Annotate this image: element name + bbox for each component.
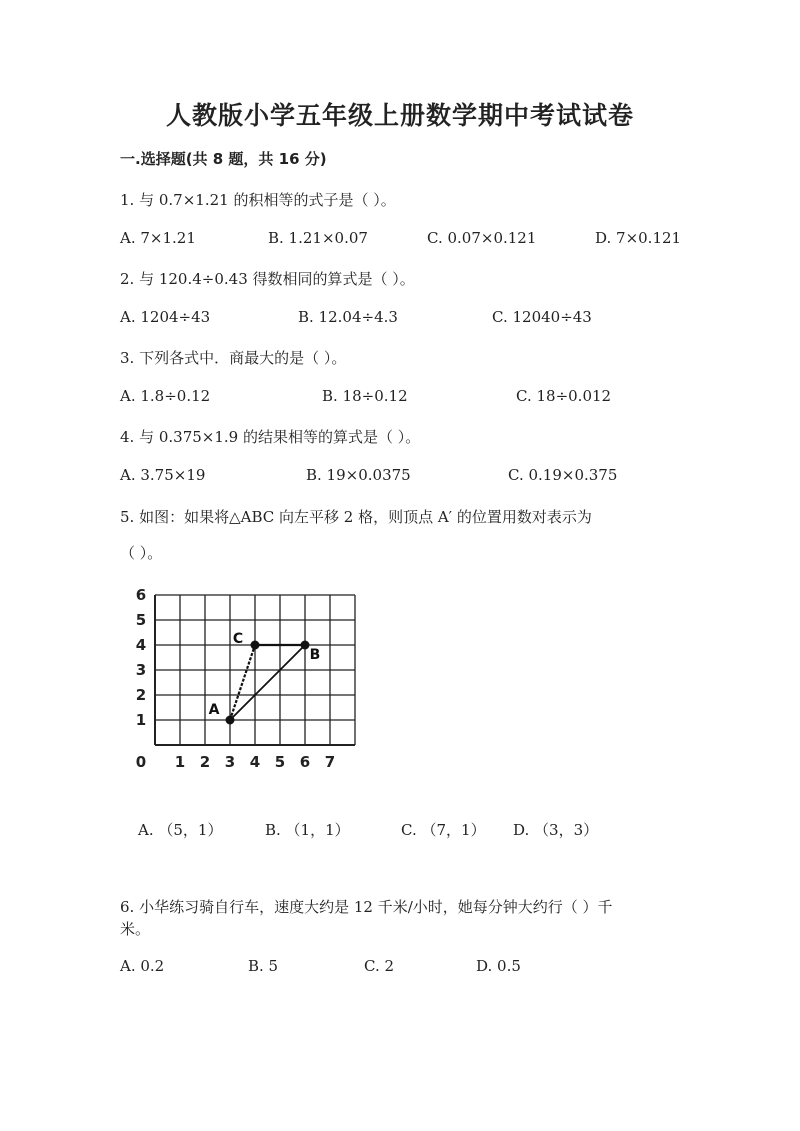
question-1-option-c[interactable]: C. 0.07×0.121 <box>427 229 537 247</box>
question-2-option-b[interactable]: B. 12.04÷4.3 <box>298 308 398 326</box>
vertex-label-a: A <box>208 702 220 718</box>
question-5-stem-continued: （ ）。 <box>120 544 163 562</box>
y-axis-tick-label: 2 <box>135 686 147 704</box>
question-6-stem-continued: 米。 <box>120 920 151 938</box>
y-axis-tick-label: 3 <box>135 661 147 679</box>
triangle-side-ab <box>230 645 305 720</box>
question-1-stem: 1. 与 0.7×1.21 的积相等的式子是（ ）。 <box>120 191 396 209</box>
question-6-option-d[interactable]: D. 0.5 <box>476 957 521 975</box>
question-6-option-b[interactable]: B. 5 <box>248 957 279 975</box>
question-3-option-a[interactable]: A. 1.8÷0.12 <box>120 387 211 405</box>
question-1-option-a[interactable]: A. 7×1.21 <box>120 229 196 247</box>
question-2-option-a[interactable]: A. 1204÷43 <box>120 308 211 326</box>
question-6-stem: 6. 小华练习骑自行车，速度大约是 12 千米/小时，她每分钟大约行（ ）千 <box>120 898 613 916</box>
question-4-stem: 4. 与 0.375×1.9 的结果相等的算式是（ ）。 <box>120 428 421 446</box>
x-axis-tick-label: 7 <box>324 753 336 771</box>
question-2-option-c[interactable]: C. 12040÷43 <box>492 308 592 326</box>
question-3-option-c[interactable]: C. 18÷0.012 <box>516 387 612 405</box>
question-1-option-d[interactable]: D. 7×0.121 <box>595 229 682 247</box>
question-4-option-b[interactable]: B. 19×0.0375 <box>306 466 411 484</box>
question-4-option-c[interactable]: C. 0.19×0.375 <box>508 466 618 484</box>
section-heading: 一.选择题(共 8 题，共 16 分) <box>120 150 327 168</box>
vertex-label-b: B <box>309 647 321 663</box>
question-3-stem: 3. 下列各式中．商最大的是（ ）。 <box>120 349 347 367</box>
question-4-option-a[interactable]: A. 3.75×19 <box>120 466 206 484</box>
question-6-option-a[interactable]: A. 0.2 <box>120 957 165 975</box>
coordinate-grid-figure <box>125 586 345 780</box>
x-axis-tick-label: 0 <box>135 753 147 771</box>
vertex-point-a <box>226 716 235 725</box>
question-1-option-b[interactable]: B. 1.21×0.07 <box>268 229 368 247</box>
x-axis-tick-label: 3 <box>224 753 236 771</box>
y-axis-tick-label: 5 <box>135 611 147 629</box>
y-axis-tick-label: 4 <box>135 636 147 654</box>
vertex-point-c <box>251 641 260 650</box>
x-axis-tick-label: 6 <box>299 753 311 771</box>
coordinate-grid <box>125 586 345 780</box>
question-5-option-b[interactable]: B. （1，1） <box>265 821 350 839</box>
question-5-option-c[interactable]: C. （7，1） <box>401 821 486 839</box>
y-axis-tick-label: 1 <box>135 711 147 729</box>
x-axis-tick-label: 4 <box>249 753 261 771</box>
question-5-option-d[interactable]: D. （3，3） <box>513 821 599 839</box>
question-2-stem: 2. 与 120.4÷0.43 得数相同的算式是（ ）。 <box>120 270 415 288</box>
vertex-point-b <box>301 641 310 650</box>
x-axis-tick-label: 2 <box>199 753 211 771</box>
x-axis-tick-label: 1 <box>174 753 186 771</box>
question-3-option-b[interactable]: B. 18÷0.12 <box>322 387 408 405</box>
question-6-option-c[interactable]: C. 2 <box>364 957 395 975</box>
vertex-label-c: C <box>232 631 244 647</box>
question-5-option-a[interactable]: A. （5，1） <box>138 821 223 839</box>
question-5-stem: 5. 如图：如果将△ABC 向左平移 2 格，则顶点 A′ 的位置用数对表示为 <box>120 508 592 526</box>
x-axis-tick-label: 5 <box>274 753 286 771</box>
page-title: 人教版小学五年级上册数学期中考试试卷 <box>165 101 634 130</box>
y-axis-tick-label: 6 <box>135 586 147 604</box>
